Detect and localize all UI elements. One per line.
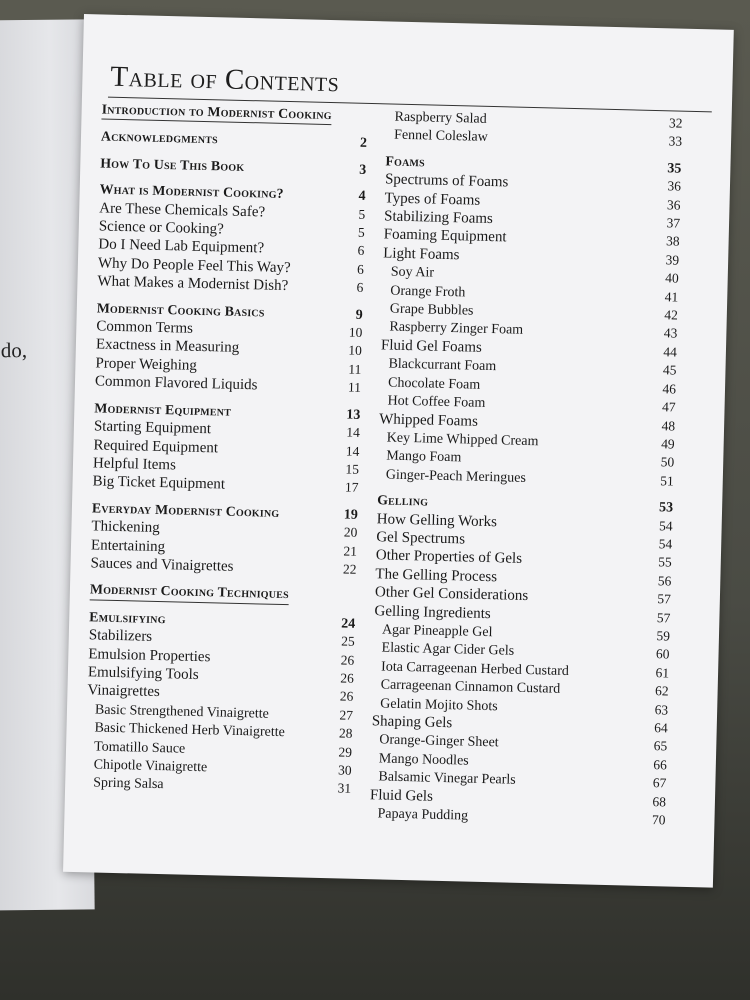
toc-page-number: 59 <box>656 628 671 644</box>
toc-entry-label: Spring Salsa <box>93 775 164 793</box>
toc-entry-label: Tomatillo Sauce <box>93 739 186 757</box>
toc-page-number: 5 <box>358 206 366 222</box>
toc-page-number: 33 <box>668 133 683 150</box>
toc-page-number: 66 <box>653 756 668 773</box>
toc-page-number: 32 <box>668 115 683 131</box>
toc-entry-label: Basic Thickened Herb Vinaigrette <box>94 720 285 741</box>
toc-entry-label: Introduction to Modernist Cooking <box>101 100 332 125</box>
toc-page-number: 48 <box>661 417 676 434</box>
toc-page-number: 30 <box>337 762 352 778</box>
toc-entry-label: Chocolate Foam <box>387 375 481 393</box>
toc-page-number: 55 <box>658 554 672 570</box>
toc-page-number: 47 <box>661 399 676 415</box>
toc-page-number: 41 <box>664 288 679 305</box>
toc-page-number: 29 <box>338 744 353 760</box>
toc-page-number: 68 <box>652 793 667 810</box>
toc-entry-label: Foaming Equipment <box>383 226 507 246</box>
toc-page-number: 24 <box>340 616 356 632</box>
toc-page-number: 56 <box>657 572 672 589</box>
toc-page-number: 67 <box>652 775 667 791</box>
toc-page-number: 15 <box>345 461 360 477</box>
toc-page-number: 6 <box>357 243 365 259</box>
toc-right-column <box>369 107 682 829</box>
toc-entry-label: Blackcurrant Foam <box>388 356 497 375</box>
toc-page-number: 26 <box>340 652 355 668</box>
toc-entry-label: Exactness in Measuring <box>95 336 240 357</box>
toc-entry-label: Required Equipment <box>93 436 219 456</box>
toc-entry-label: Raspberry Salad <box>394 109 487 127</box>
toc-page-number: 53 <box>658 500 674 516</box>
toc-entry-label: Big Ticket Equipment <box>92 473 226 493</box>
toc-entry-label: Papaya Pudding <box>377 806 469 824</box>
toc-page-number: 2 <box>359 136 368 152</box>
toc-page-number: 42 <box>664 307 679 323</box>
toc-page-number: 37 <box>666 215 681 231</box>
toc-entry-label: Chipotle Vinaigrette <box>93 757 208 776</box>
toc-entry-label: Basic Strengthened Vinaigrette <box>94 702 269 722</box>
toc-entry-label: Fluid Gel Foams <box>380 337 483 356</box>
toc-page-number: 20 <box>343 524 358 540</box>
toc-page-number: 26 <box>339 688 354 705</box>
toc-entry-label: Science or Cooking? <box>98 218 224 238</box>
toc-page-number: 19 <box>343 507 359 523</box>
toc-page-number: 14 <box>346 424 361 440</box>
toc-page-number: 62 <box>654 683 669 699</box>
toc-entry-label: Thickening <box>91 518 160 537</box>
toc-page-number: 36 <box>666 196 681 213</box>
toc-page-number: 57 <box>656 609 671 626</box>
toc-entry-label: Emulsifying <box>89 609 166 626</box>
toc-page-number: 38 <box>665 233 680 250</box>
toc-page-number: 36 <box>667 178 682 194</box>
toc-page-number: 21 <box>343 543 358 559</box>
toc-entry-label: Gel Spectrums <box>376 529 466 548</box>
facing-page-text: do, <box>0 338 28 363</box>
toc-entry-label: Acknowledgments <box>100 128 219 147</box>
toc-entry-label: Elastic Agar Cider Gels <box>381 640 515 660</box>
toc-page-number: 25 <box>341 633 355 649</box>
toc-entry-label: Everyday Modernist Cooking <box>91 500 280 520</box>
toc-page-number: 46 <box>662 380 677 397</box>
toc-page-number: 57 <box>657 591 672 607</box>
page-title: Table of Contents <box>110 60 340 99</box>
toc-entry-label: Stabilizers <box>88 627 153 646</box>
toc-page-number: 70 <box>651 812 666 828</box>
toc-page-number: 63 <box>654 701 669 718</box>
toc-entry-label: Iota Carrageenan Herbed Custard <box>380 659 570 679</box>
toc-entry-label: Sauces and Vinaigrettes <box>90 555 234 575</box>
toc-entry-label: Emulsion Properties <box>88 645 211 665</box>
toc-entry-label: Hot Coffee Foam <box>387 393 486 412</box>
toc-entry-label: Stabilizing Foams <box>383 208 494 228</box>
toc-entry-label: Soy Air <box>390 264 435 281</box>
toc-page-number: 4 <box>358 188 366 205</box>
toc-entry-label: Agar Pineapple Gel <box>381 622 493 641</box>
toc-entry-label: Are These Chemicals Safe? <box>99 200 266 221</box>
toc-section <box>101 100 367 126</box>
toc-page-number: 10 <box>348 343 363 359</box>
toc-page-number: 6 <box>356 279 364 296</box>
toc-page-number: 51 <box>660 472 674 489</box>
toc-page-number: 10 <box>348 324 363 340</box>
toc-entry-label: What is Modernist Cooking? <box>99 181 284 202</box>
toc-entry-label: Whipped Foams <box>379 410 479 430</box>
toc-page-number: 43 <box>663 325 678 342</box>
toc-page-number <box>344 119 368 120</box>
toc-page-number: 35 <box>667 161 682 177</box>
toc-entry-label: Modernist Cooking Techniques <box>90 581 289 605</box>
toc-entry-label: Spectrums of Foams <box>384 171 509 191</box>
toc-page-number: 61 <box>655 664 670 681</box>
toc-page-number <box>332 600 356 601</box>
toc-entry-label: Gelling <box>377 492 429 509</box>
toc-entry-label: Orange Froth <box>390 283 466 301</box>
toc-entry-label: Gelatin Mojito Shots <box>380 696 498 714</box>
toc-page-number: 13 <box>346 407 361 423</box>
toc-entry-label: The Gelling Process <box>375 566 498 586</box>
toc-page-number: 6 <box>356 261 365 277</box>
toc-page-number: 5 <box>357 224 365 240</box>
toc-section <box>90 581 356 607</box>
toc-entry-label: Types of Foams <box>384 190 481 209</box>
toc-entry-label: Why Do People Feel This Way? <box>97 255 291 276</box>
toc-page-number: 3 <box>359 162 367 178</box>
toc-page-number: 28 <box>338 725 353 741</box>
toc-page-number: 22 <box>342 561 357 577</box>
toc-section <box>101 128 367 153</box>
toc-entry-label: Common Terms <box>96 318 194 337</box>
toc-page-number: 50 <box>660 454 675 470</box>
toc-page-number: 27 <box>339 707 354 723</box>
toc-page-number: 40 <box>665 270 679 286</box>
toc-entry-label: Emulsifying Tools <box>87 664 199 683</box>
toc-page-number: 9 <box>355 307 363 323</box>
toc-entry-label: Raspberry Zinger Foam <box>389 320 524 339</box>
toc-entry-label: Modernist Cooking Basics <box>96 300 265 320</box>
toc-page-number: 54 <box>658 517 673 534</box>
toc-page-number: 49 <box>660 436 675 452</box>
toc-entry-label: Fennel Coleslaw <box>393 128 488 146</box>
toc-entry-label: Other Properties of Gels <box>375 547 523 568</box>
toc-entry-label: What Makes a Modernist Dish? <box>97 273 289 295</box>
toc-entry-label: How To Use This Book <box>100 155 245 174</box>
toc-entry-label: Gelling Ingredients <box>374 602 491 622</box>
toc-page-number: 26 <box>340 670 355 686</box>
toc-left-column <box>85 100 368 798</box>
toc-entry-label: Ginger-Peach Meringues <box>385 467 527 486</box>
toc-entry-label: Carrageenan Cinnamon Custard <box>380 677 561 698</box>
toc-page-number: 45 <box>662 362 677 378</box>
toc-entry-label: Helpful Items <box>92 455 177 474</box>
toc-entry-label: Balsamic Vinegar Pearls <box>378 769 516 788</box>
toc-entry-label: Common Flavored Liquids <box>94 373 258 394</box>
toc-entry-label: Foams <box>385 153 426 170</box>
toc-entry-label: How Gelling Works <box>376 510 498 530</box>
toc-page-number: 17 <box>344 479 359 496</box>
toc-entry-label: Vinaigrettes <box>87 682 161 701</box>
toc-page-number: 60 <box>655 646 670 662</box>
toc-page-number: 11 <box>347 379 362 396</box>
toc-page-number: 54 <box>658 536 673 552</box>
toc-entry-label: Do I Need Lab Equipment? <box>98 236 265 257</box>
toc-page-number: 65 <box>653 738 668 754</box>
toc-page-number: 44 <box>663 344 678 360</box>
toc-entry-label: Key Lime Whipped Cream <box>386 430 539 450</box>
toc-page-number: 14 <box>345 443 360 459</box>
toc-entry-label: Starting Equipment <box>93 418 212 438</box>
toc-section <box>100 154 366 179</box>
toc-page-number: 11 <box>348 361 362 377</box>
toc-entry-label: Grape Bubbles <box>389 301 474 319</box>
toc-entry-label: Other Gel Considerations <box>374 584 529 605</box>
toc-page-number: 31 <box>337 780 352 797</box>
toc-entry-label: Mango Foam <box>386 448 462 466</box>
toc-entry-label: Modernist Equipment <box>94 400 232 419</box>
toc-entry-label: Entertaining <box>90 536 166 555</box>
toc-entry-label: Shaping Gels <box>371 713 453 732</box>
toc-entry-label: Light Foams <box>383 245 460 264</box>
toc-entry-label: Mango Noodles <box>378 751 469 769</box>
toc-page-number: 64 <box>654 720 668 736</box>
toc-entry-label: Proper Weighing <box>95 355 198 374</box>
toc-entry-label: Fluid Gels <box>369 786 434 805</box>
book-page <box>63 14 734 888</box>
toc-entry-label: Orange-Ginger Sheet <box>379 732 499 751</box>
toc-page-number: 39 <box>665 252 680 268</box>
